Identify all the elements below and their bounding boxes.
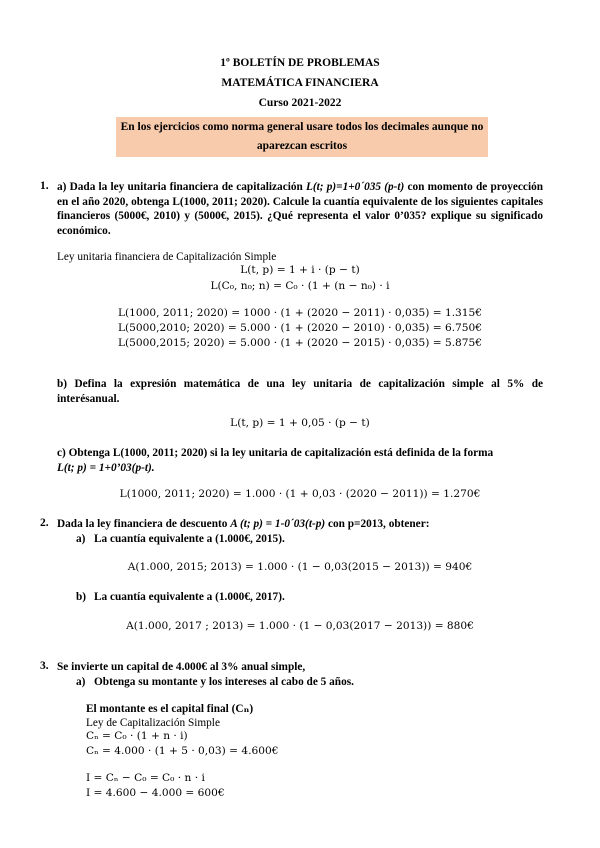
problem-2-text-start: Dada la ley financiera de descuento bbox=[57, 518, 231, 530]
problem-2a-statement: La cuantía equivalente a (1.000€, 2015). bbox=[94, 533, 285, 545]
problem-2-text-end: con p=2013, obtener: bbox=[325, 518, 430, 530]
problem-1c-statement bbox=[57, 446, 547, 475]
problem-2a-label: a) bbox=[76, 533, 86, 545]
p3-formula-2: Cₙ = 4.000 · (1 + 5 · 0,03) = 4.600€ bbox=[86, 745, 279, 757]
p3-solution-law: Ley de Capitalización Simple bbox=[86, 717, 220, 729]
problem-1a-statement bbox=[57, 180, 543, 238]
p3-formula-3: I = Cₙ − C₀ = C₀ · n · i bbox=[86, 772, 205, 784]
p1-formula-1: L(t, p) = 1 + i · (p − t) bbox=[240, 264, 360, 276]
problem-1c-law: L(t; p) = 1+0’03(p-t). bbox=[57, 461, 155, 474]
problem-1b-statement: b) Defina la expresión matemática de una ley unitaria de capitalización simple al 5% de interésanual. bbox=[57, 378, 543, 405]
p3-solution-title: El montante es el capital final (Cₙ) bbox=[86, 703, 254, 715]
general-note-box bbox=[116, 117, 488, 157]
note-line-2: aparezcan escritos bbox=[256, 140, 348, 152]
course-year: Curso 2021-2022 bbox=[258, 97, 342, 109]
p1-calc-2: L(5000,2010; 2020) = 5.000 · (1 + (2020 − 2010) · 0,035) = 6.750€ bbox=[117, 322, 483, 334]
p1-solution-title: Ley unitaria financiera de Capitalización Simple bbox=[57, 251, 277, 263]
problem-3a-statement: Obtenga su montante y los intereses al cabo de 5 años. bbox=[94, 676, 354, 688]
p2b-formula: A(1.000, 2017 ; 2013) = 1.000 · (1 − 0,03(2017 − 2013)) = 880€ bbox=[126, 620, 474, 632]
p3-formula-1: Cₙ = C₀ · (1 + n · i) bbox=[86, 730, 188, 742]
problem-1a-text-end: con momento de proyección en el año 2020, obtenga L(1000, 2011; 2020). Calcule la cuantía equivalente de los siguientes capitales financieros (5000€, 2010) y (5000€, 2015). ¿Qué representa el valor 0’035? explique su significado económico. bbox=[57, 181, 544, 237]
p1c-formula: L(1000, 2011; 2020) = 1.000 · (1 + 0,03 · (2020 − 2011)) = 1.270€ bbox=[119, 488, 481, 500]
problem-1a-text-start: a) Dada la ley unitaria financiera de capitalización bbox=[57, 181, 306, 193]
bulletin-title: 1º BOLETÍN DE PROBLEMAS bbox=[220, 57, 380, 69]
p3-formula-4: I = 4.600 − 4.000 = 600€ bbox=[86, 787, 225, 799]
problem-2-statement bbox=[57, 517, 547, 532]
problem-1c-text: c) Obtenga L(1000, 2011; 2020) si la ley unitaria de capitalización está definida de la forma bbox=[57, 447, 494, 459]
p1-calc-1: L(1000, 2011; 2020) = 1000 · (1 + (2020 − 2011) · 0,035) = 1.315€ bbox=[117, 307, 483, 319]
problem-2-number: 2. bbox=[40, 517, 49, 529]
problem-3-number: 3. bbox=[40, 660, 49, 672]
problem-2b-label: b) bbox=[76, 591, 87, 603]
subject-title: MATEMÁTICA FINANCIERA bbox=[221, 77, 379, 89]
p1-calc-3: L(5000,2015; 2020) = 5.000 · (1 + (2020 − 2015) · 0,035) = 5.875€ bbox=[117, 337, 483, 349]
p2a-formula: A(1.000, 2015; 2013) = 1.000 · (1 − 0,03(2015 − 2013)) = 940€ bbox=[127, 561, 473, 573]
problem-2-law: A (t; p) = 1-0´03(t-p) bbox=[230, 518, 326, 530]
problem-3-statement: Se invierte un capital de 4.000€ al 3% anual simple, bbox=[57, 661, 306, 673]
problem-1a-law: L(t; p)=1+0´035 (p-t) bbox=[305, 181, 405, 193]
problem-1-number: 1. bbox=[40, 180, 49, 192]
p1-formula-2: L(C₀, n₀; n) = C₀ · (1 + (n − n₀) · i bbox=[210, 280, 390, 292]
problem-2b-statement: La cuantía equivalente a (1.000€, 2017). bbox=[94, 591, 285, 603]
p1b-formula: L(t, p) = 1 + 0,05 · (p − t) bbox=[230, 417, 370, 429]
problem-3a-label: a) bbox=[76, 676, 86, 688]
note-line-1: En los ejercicios como norma general usare todos los decimales aunque no bbox=[120, 121, 484, 133]
